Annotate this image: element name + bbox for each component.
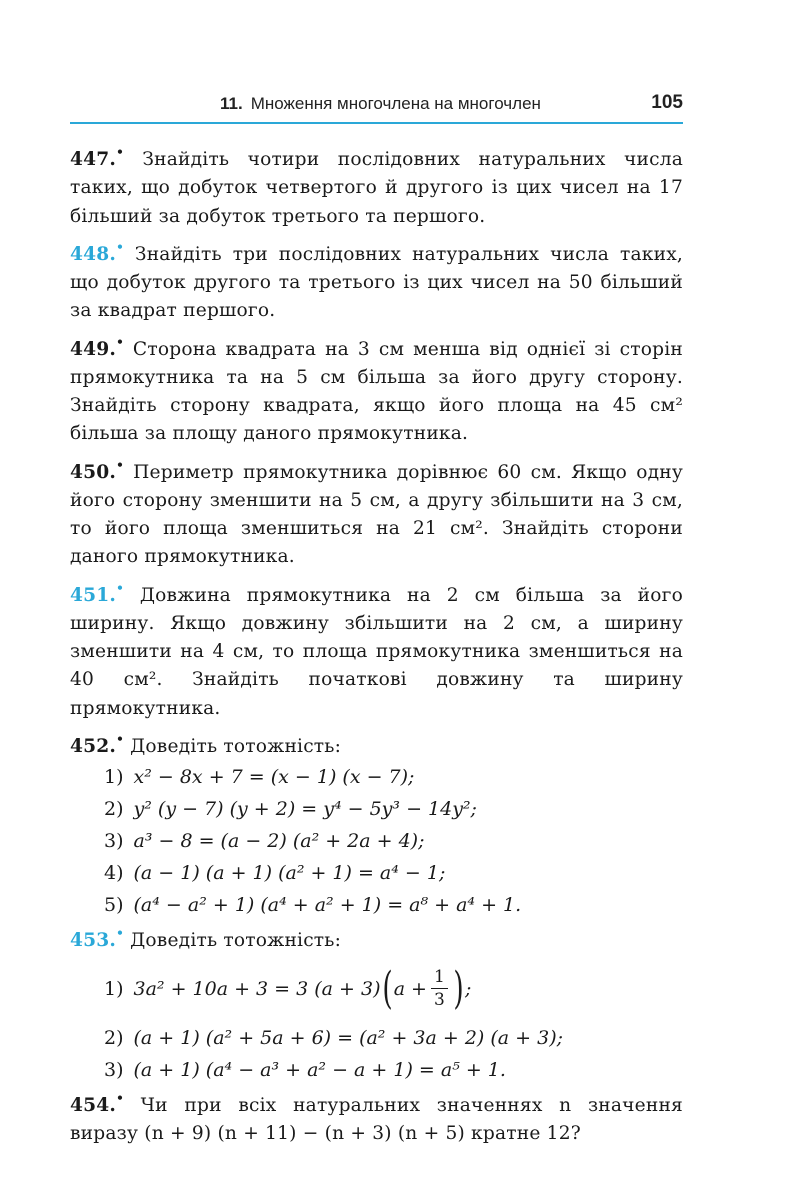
identity-expression: (a + 1) (a⁴ − a³ + a² − a + 1) = a⁵ + 1. [133, 1058, 506, 1081]
section-title [220, 94, 541, 114]
fraction: $\frac{1}{3}$ [431, 966, 448, 1011]
identity-expression: (a − 1) (a + 1) (a² + 1) = a⁴ − 1; [133, 862, 446, 885]
problem-text: Сторона квадрата на 3 см менша від однієї зі сторін прямокутника та на 5 см більша за його другу сторону. Знайдіть сторону квадрата, якщо його площа на 45 см² більша за площу даного прямокутника. [70, 338, 683, 445]
identity-expression: y² (y − 7) (y + 2) = y⁴ − 5y³ − 14y²; [133, 798, 477, 821]
problem-447 [70, 140, 683, 231]
problem-list [70, 140, 683, 1152]
problem-text: Доведіть тотожність: [130, 735, 342, 757]
identity-item: 1) 3a² + 10a + 3 = 3 (a + 3) ( a + $\frac{1}{3}$ ) ; [70, 956, 683, 1022]
problem-number: 454.• [70, 1090, 124, 1116]
identity-item: 2) y² (y − 7) (y + 2) = y⁴ − 5y³ − 14y²; [104, 798, 477, 821]
header-divider [70, 122, 683, 124]
problem-452 [70, 727, 683, 761]
problem-number: 447.• [70, 145, 124, 171]
problem-number: 452.• [70, 731, 124, 757]
problem-text: Знайдіть чотири послідовних натуральних числа таких, що добуток четвертого й другого із цих чисел на 17 більший за добуток третього та першого. [70, 149, 683, 227]
problem-text: Чи при всіх натуральних значеннях n значення виразу (n + 9) (n + 11) − (n + 3) (n + 5) кратне 12? [70, 1094, 683, 1144]
page-number: 105 [651, 92, 683, 113]
section-title-text: Множення многочлена на многочлен [250, 94, 541, 113]
identity-expression: a³ − 8 = (a − 2) (a² + 2a + 4); [133, 830, 425, 853]
problem-text: Довжина прямокутника на 2 см більша за його ширину. Якщо довжину збільшити на 2 см, а ширину зменшити на 4 см, то площа прямокутника зменшиться на 40 см². Знайдіть початкові довжину та ширину прямокутника. [70, 584, 683, 719]
problem-text: Знайдіть три послідовних натуральних числа таких, що добуток другого та третього із цих чисел на 50 більший за квадрат першого. [70, 243, 683, 322]
fraction-group: ( a + $\frac{1}{3}$ ) [381, 962, 464, 1014]
problem-number: 448.• [70, 239, 124, 265]
problem-453-items [70, 956, 683, 1086]
identity-item: 2) (a + 1) (a² + 5a + 6) = (a² + 3a + 2) (a + 3); [104, 1026, 564, 1049]
identity-item: 5) (a⁴ − a² + 1) (a⁴ + a² + 1) = a⁸ + a⁴ + 1. [104, 894, 522, 917]
problem-text: Периметр прямокутника дорівнює 60 см. Якщо одну його сторону зменшити на 5 см, а другу збільшити на 3 см, то його площа зменшиться на 21 см². Знайдіть сторони даного прямокутника. [70, 461, 683, 568]
identity-expression: (a⁴ − a² + 1) (a⁴ + a² + 1) = a⁸ + a⁴ + 1. [133, 894, 522, 917]
page-header [70, 90, 683, 120]
identity-item: 4) (a − 1) (a + 1) (a² + 1) = a⁴ − 1; [104, 862, 446, 885]
identity-item: 1) x² − 8x + 7 = (x − 1) (x − 7); [104, 766, 415, 789]
problem-number: 453.• [70, 926, 124, 952]
section-number: 11. [220, 94, 243, 113]
identity-item: 3) (a + 1) (a⁴ − a³ + a² − a + 1) = a⁵ + 1. [104, 1058, 506, 1081]
problem-453 [70, 921, 683, 955]
problem-454 [70, 1086, 683, 1149]
identity-item: 3) a³ − 8 = (a − 2) (a² + 2a + 4); [104, 830, 425, 853]
problem-number: 449.• [70, 334, 124, 360]
problem-448 [70, 235, 683, 326]
problem-number: 450.• [70, 457, 124, 483]
problem-text: Доведіть тотожність: [130, 930, 342, 952]
identity-expression: x² − 8x + 7 = (x − 1) (x − 7); [133, 766, 415, 789]
problem-449 [70, 330, 683, 449]
problem-450 [70, 453, 683, 572]
identity-expression: 3a² + 10a + 3 = 3 (a + 3) [133, 977, 381, 1000]
problem-451 [70, 576, 683, 723]
identity-expression: (a + 1) (a² + 5a + 6) = (a² + 3a + 2) (a + 3); [133, 1026, 564, 1049]
problem-452-items [70, 761, 683, 921]
problem-number: 451.• [70, 580, 124, 606]
